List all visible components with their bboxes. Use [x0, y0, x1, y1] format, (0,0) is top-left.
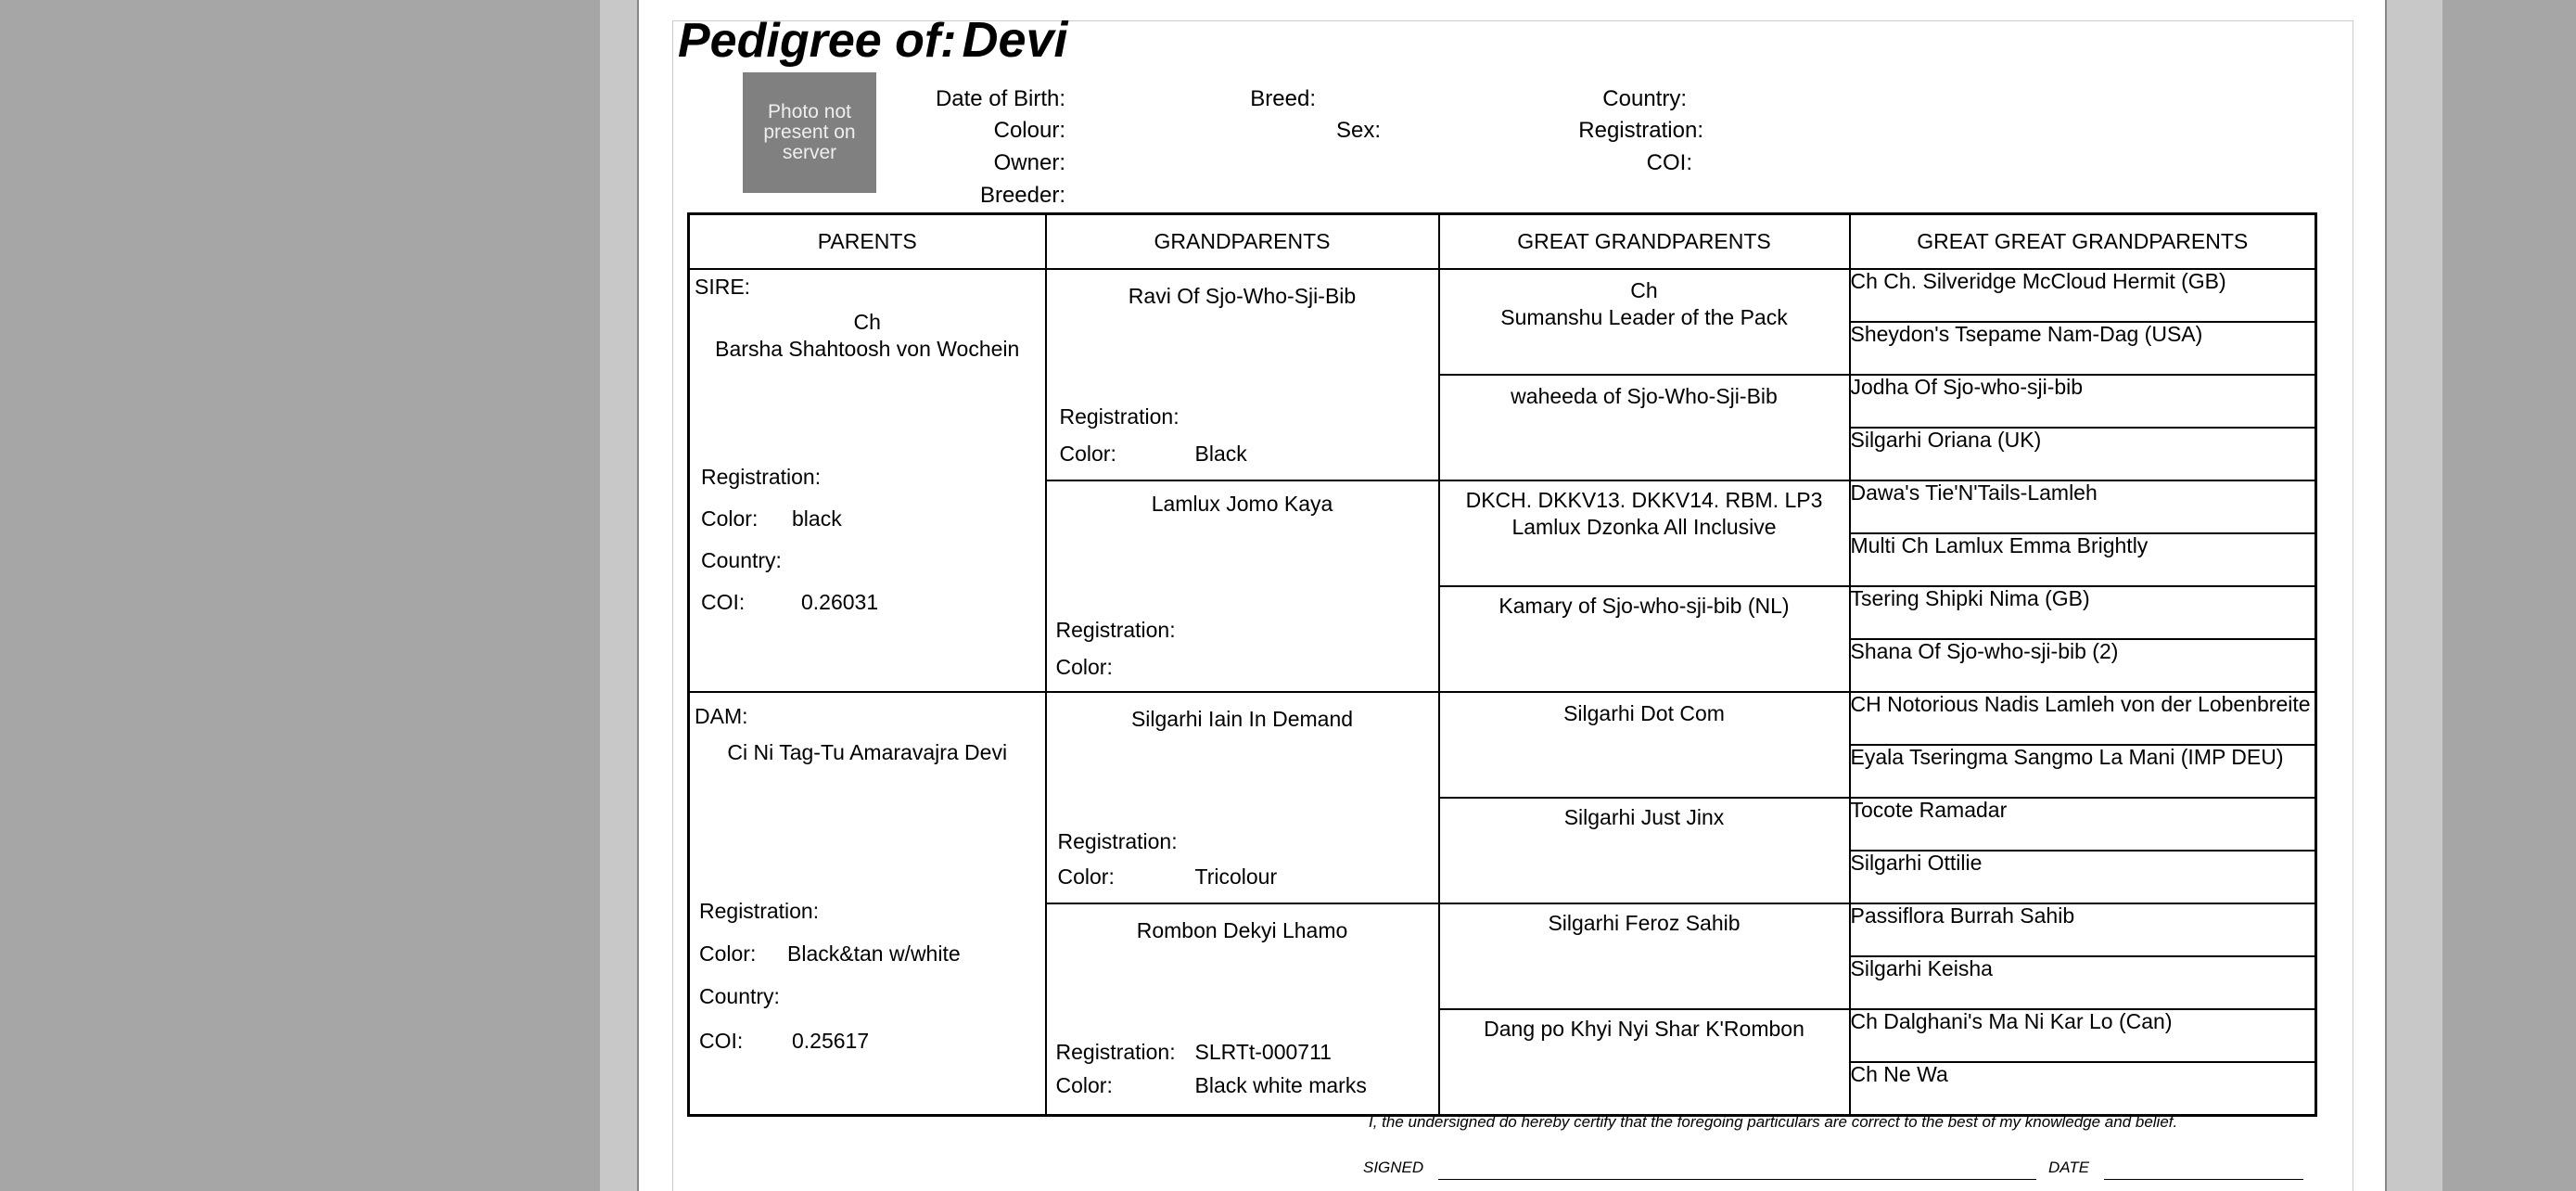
grandparent-name: Silgarhi Iain In Demand: [1130, 707, 1354, 731]
grandparent-name: Rombon Dekyi Lhamo: [1136, 918, 1348, 942]
great-grandparent-cell: [1439, 903, 1850, 1009]
great-grandparent-name: Dang po Khyi Nyi Shar K'Rombon: [1484, 1017, 1804, 1041]
great-grandparent-cell: [1439, 375, 1850, 480]
grandparent-color-value: Black: [1194, 442, 1247, 466]
dam-cell: [689, 692, 1046, 1115]
great-grandparent-cell: [1439, 692, 1850, 798]
sire-title: Ch: [853, 310, 881, 334]
col-great-grandparents: GREAT GRANDPARENTS: [1439, 214, 1850, 270]
grandparent-color-label: Color:: [1057, 864, 1115, 889]
ggp-cell: Shana Of Sjo-who-sji-bib (2): [1850, 639, 2316, 692]
great-grandparent-name: Kamary of Sjo-who-sji-bib (NL): [1498, 594, 1790, 618]
dog-name: Devi: [962, 12, 1068, 68]
great-grandparent-name: Silgarhi Feroz Sahib: [1548, 911, 1741, 935]
title-prefix: Pedigree of:: [678, 14, 957, 68]
ggp-cell: Sheydon's Tsepame Nam-Dag (USA): [1850, 322, 2316, 375]
grandparent-cell: [1046, 903, 1439, 1115]
great-grandparent-cell: [1439, 586, 1850, 692]
ggp-cell: Silgarhi Keisha: [1850, 956, 2316, 1009]
dam-registration-label: Registration:: [699, 899, 820, 923]
grandparent-cell: [1046, 269, 1439, 480]
grandparent-registration-label: Registration:: [1059, 404, 1180, 429]
sire-cell: [689, 269, 1046, 692]
great-grandparent-name: waheeda of Sjo-Who-Sji-Bib: [1511, 384, 1778, 408]
ggp-cell: Passiflora Burrah Sahib: [1850, 903, 2316, 956]
dam-name: Ci Ni Tag-Tu Amaravajra Devi: [727, 740, 1008, 764]
photo-placeholder: [743, 72, 876, 193]
date-line: [2104, 1179, 2303, 1180]
great-grandparent-cell: [1439, 269, 1850, 375]
grandparent-registration-label: Registration:: [1055, 1040, 1176, 1064]
dam-country-label: Country:: [699, 984, 780, 1008]
dam-coi-label: COI:: [699, 1029, 744, 1053]
great-grandparent-title: DKCH. DKKV13. DKKV14. RBM. LP3: [1465, 488, 1823, 512]
grandparent-registration-label: Registration:: [1055, 618, 1176, 642]
ggp-cell: Multi Ch Lamlux Emma Brightly: [1850, 533, 2316, 586]
ggp-cell: Tocote Ramadar: [1850, 798, 2316, 851]
great-grandparent-title: Ch: [1630, 278, 1658, 302]
breeder-label: Breeder:: [979, 183, 1065, 208]
great-grandparent-name: Silgarhi Just Jinx: [1563, 805, 1725, 829]
owner-label: Owner:: [993, 150, 1065, 175]
viewer-scrollbar-track[interactable]: [2387, 0, 2442, 1191]
dob-label: Date of Birth:: [935, 86, 1065, 111]
ggp-cell: Ch Ch. Silveridge McCloud Hermit (GB): [1850, 269, 2316, 322]
breed-label: Breed:: [1250, 86, 1316, 111]
grandparent-cell: [1046, 480, 1439, 692]
sire-country-label: Country:: [701, 548, 782, 572]
photo-placeholder-text: Photo not present on server: [763, 100, 856, 164]
signed-label: SIGNED: [1363, 1159, 1424, 1176]
sire-registration-label: Registration:: [701, 465, 822, 489]
colour-label: Colour:: [993, 118, 1065, 143]
dam-color-label: Color:: [699, 941, 757, 966]
grandparent-color-value: Black white marks: [1194, 1073, 1367, 1097]
grandparent-color-label: Color:: [1059, 442, 1116, 466]
col-grandparents: GRANDPARENTS: [1046, 214, 1439, 270]
ggp-cell: Tsering Shipki Nima (GB): [1850, 586, 2316, 639]
sire-name: Barsha Shahtoosh von Wochein: [715, 336, 1020, 361]
dam-role: DAM:: [695, 704, 748, 728]
great-grandparent-cell: [1439, 798, 1850, 903]
sire-color-label: Color:: [701, 506, 759, 531]
date-label: DATE: [2048, 1159, 2090, 1176]
signature-line: [1438, 1179, 2036, 1180]
great-grandparent-name: Lamlux Dzonka All Inclusive: [1511, 514, 1777, 539]
sire-color-value: black: [792, 506, 842, 531]
sire-coi-label: COI:: [701, 590, 746, 614]
grandparent-color-value: Tricolour: [1194, 864, 1278, 889]
coi-label: COI:: [1646, 150, 1692, 175]
pedigree-page: [637, 0, 2387, 1191]
viewer-right-margin: [2442, 0, 2576, 1191]
great-grandparent-name: Silgarhi Dot Com: [1563, 701, 1725, 725]
great-grandparent-cell: [1439, 480, 1850, 586]
certification-statement: I, the undersigned do hereby certify that the foregoing particulars are correct to the best of my knowledge and belief.: [1369, 1113, 2178, 1131]
sex-label: Sex:: [1335, 118, 1381, 143]
grandparent-registration-label: Registration:: [1057, 829, 1178, 853]
ggp-cell: Ch Ne Wa: [1850, 1062, 2316, 1115]
ggp-cell: Dawa's Tie'N'Tails-Lamleh: [1850, 480, 2316, 533]
grandparent-name: Ravi Of Sjo-Who-Sji-Bib: [1128, 284, 1357, 308]
ggp-cell: Eyala Tseringma Sangmo La Mani (IMP DEU): [1850, 745, 2316, 798]
ggp-cell: Jodha Of Sjo-who-sji-bib: [1850, 375, 2316, 428]
dam-coi-value: 0.25617: [792, 1029, 870, 1053]
grandparent-color-label: Color:: [1055, 1073, 1113, 1097]
grandparent-cell: [1046, 692, 1439, 903]
registration-label: Registration:: [1578, 118, 1703, 143]
sire-coi-value: 0.26031: [801, 590, 879, 614]
grandparent-name: Lamlux Jomo Kaya: [1151, 492, 1333, 516]
ggp-cell: CH Notorious Nadis Lamleh von der Lobenbreite: [1850, 692, 2316, 745]
ggp-cell: Silgarhi Ottilie: [1850, 851, 2316, 903]
grandparent-registration-value: SLRTt-000711: [1194, 1040, 1332, 1064]
sire-role: SIRE:: [695, 275, 751, 299]
ggp-cell: Silgarhi Oriana (UK): [1850, 428, 2316, 480]
great-grandparent-name: Sumanshu Leader of the Pack: [1500, 304, 1788, 329]
country-label: Country:: [1602, 86, 1687, 111]
ggp-cell: Ch Dalghani's Ma Ni Kar Lo (Can): [1850, 1009, 2316, 1062]
dam-color-value: Black&tan w/white: [787, 941, 961, 966]
col-parents: PARENTS: [689, 214, 1046, 270]
pedigree-table: [687, 212, 2317, 1117]
viewer-left-margin: [600, 0, 637, 1191]
grandparent-color-label: Color:: [1055, 655, 1113, 679]
col-great-great-grandparents: GREAT GREAT GRANDPARENTS: [1850, 214, 2316, 270]
great-grandparent-cell: [1439, 1009, 1850, 1115]
page-title: [678, 12, 1068, 68]
